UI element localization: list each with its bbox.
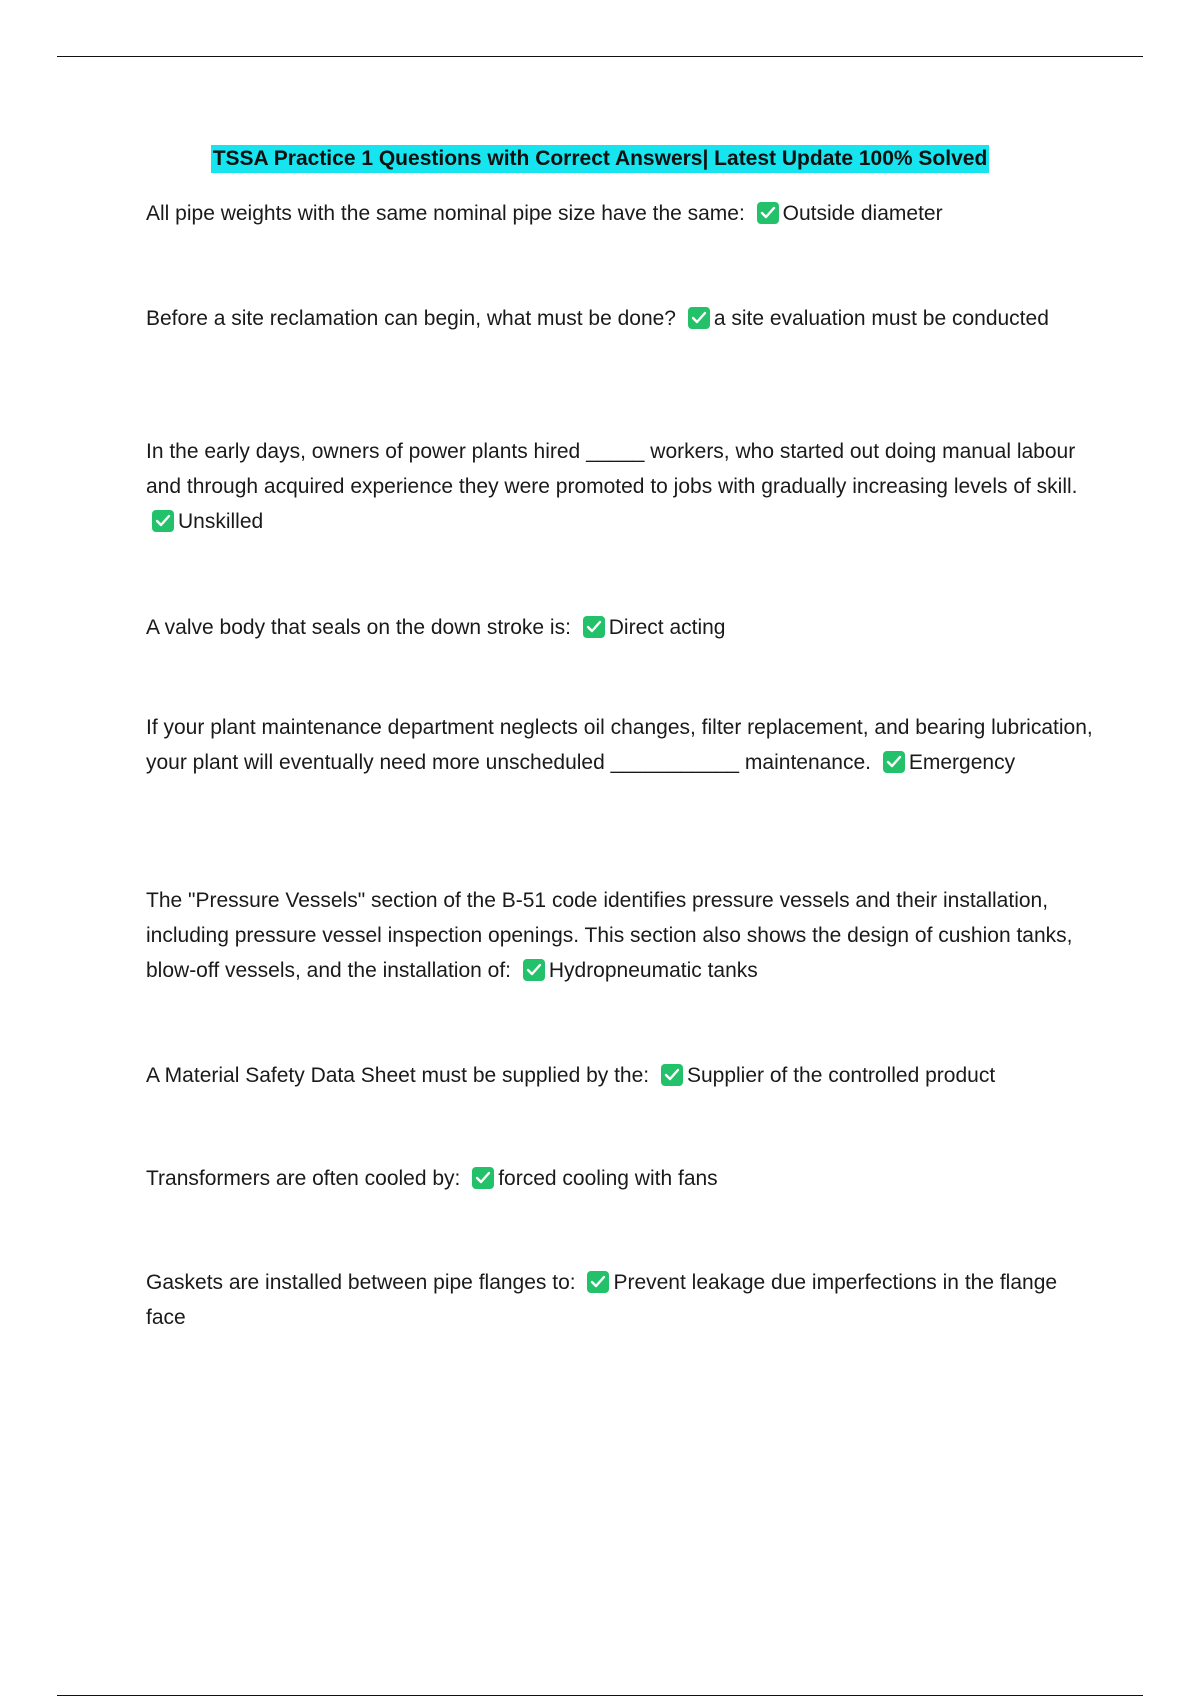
title-block	[0, 145, 1200, 173]
qa-item-6	[146, 883, 1096, 988]
question-text: The "Pressure Vessels" section of the B-51 code identifies pressure vessels and their installation, including pressure vessel inspection openings. This section also shows the design of cushion tanks, blow-off vessels, and the installation of:	[146, 889, 1073, 982]
check-mark-icon	[688, 307, 710, 329]
check-mark-icon	[523, 959, 545, 981]
check-mark-icon	[661, 1064, 683, 1086]
check-mark-icon	[152, 510, 174, 532]
answer-text: forced cooling with fans	[498, 1167, 718, 1190]
question-text: A Material Safety Data Sheet must be supplied by the:	[146, 1064, 650, 1087]
header-rule	[57, 56, 1143, 57]
answer-text: Hydropneumatic tanks	[548, 959, 758, 982]
answer-text: Supplier of the controlled product	[686, 1064, 996, 1087]
answer-text: Prevent leakage due imperfections in the flange face	[146, 1271, 1058, 1329]
answer-text: Emergency	[908, 751, 1016, 774]
question-text: Transformers are often cooled by:	[146, 1167, 461, 1190]
qa-item-7	[146, 1058, 1096, 1093]
question-text: All pipe weights with the same nominal pipe size have the same:	[146, 202, 745, 225]
check-mark-icon	[757, 202, 779, 224]
footer-rule	[57, 1695, 1143, 1696]
check-mark-icon	[472, 1167, 494, 1189]
question-text: In the early days, owners of power plants hired _____ workers, who started out doing manual labour and through acquired experience they were promoted to jobs with gradually increasing levels of skill.	[146, 440, 1078, 498]
question-text: A valve body that seals on the down stroke is:	[146, 616, 571, 639]
question-text: Before a site reclamation can begin, what must be done?	[146, 307, 676, 330]
answer-text: Unskilled	[178, 510, 264, 533]
qa-item-1	[146, 196, 1096, 231]
qa-item-4	[146, 610, 1096, 645]
question-text: If your plant maintenance department neglects oil changes, filter replacement, and bearing lubrication, your plant will eventually need more unscheduled ___________ maintenance.	[146, 716, 1093, 774]
qa-item-8	[146, 1161, 1096, 1196]
qa-item-3	[146, 434, 1096, 539]
answer-text: Outside diameter	[782, 202, 943, 225]
check-mark-icon	[583, 616, 605, 638]
check-mark-icon	[587, 1271, 609, 1293]
answer-text: Direct acting	[608, 616, 726, 639]
qa-item-2	[146, 301, 1096, 336]
question-text: Gaskets are installed between pipe flanges to:	[146, 1271, 576, 1294]
check-mark-icon	[883, 751, 905, 773]
page-title: TSSA Practice 1 Questions with Correct Answers| Latest Update 100% Solved	[211, 145, 990, 173]
answer-text: a site evaluation must be conducted	[713, 307, 1049, 330]
qa-item-9	[146, 1265, 1096, 1335]
qa-item-5	[146, 710, 1096, 780]
